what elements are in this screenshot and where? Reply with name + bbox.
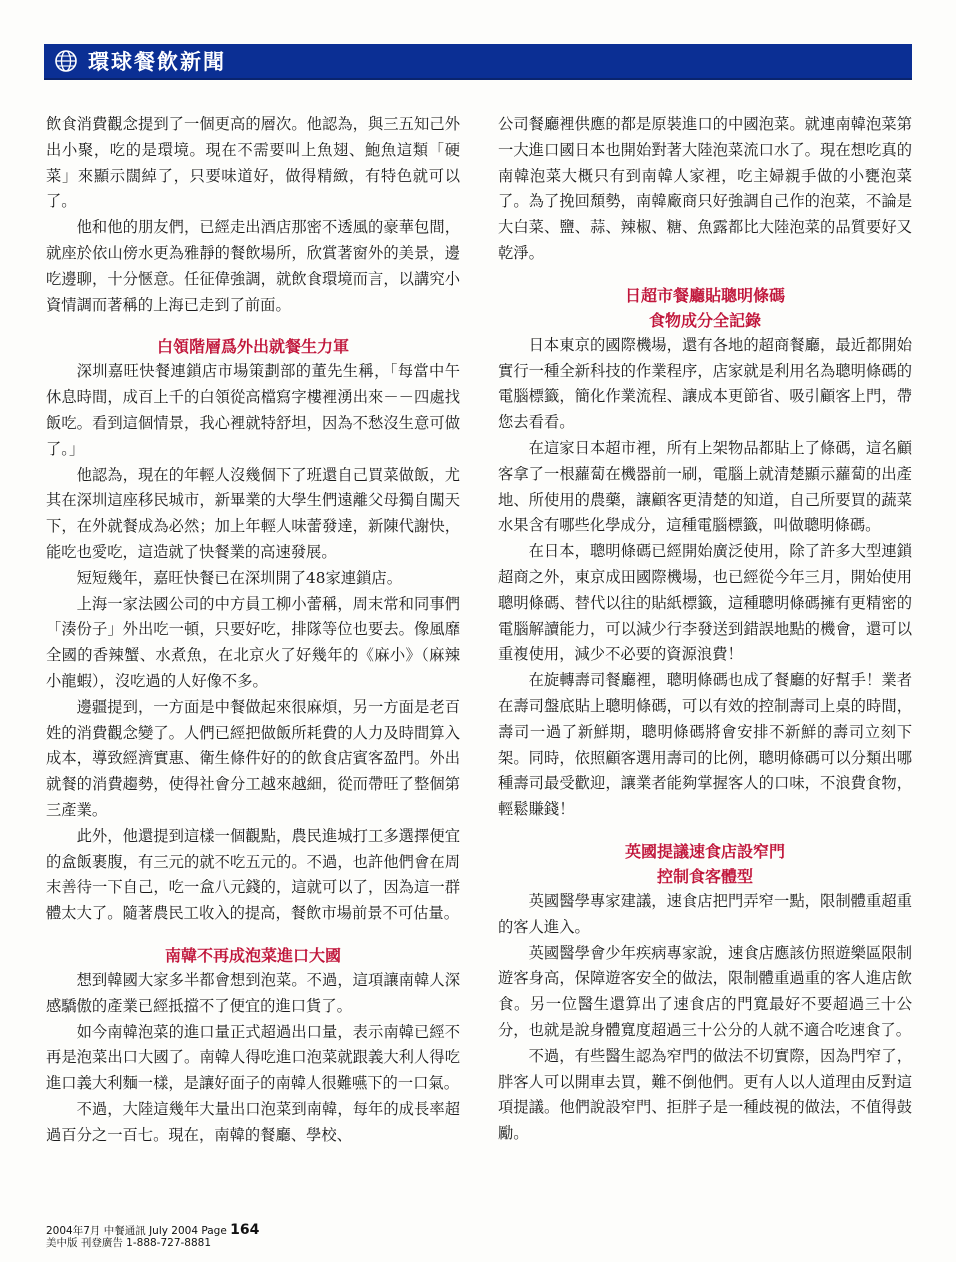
paragraph: 他認為，現在的年輕人沒幾個下了班還自己買菜做飯，尤其在深圳這座移民城市，新畢業的大學生們遠離父母獨自闖天下，在外就餐成為必然；加上年輕人味蕾發達，新陳代謝快，能吃也愛吃，這造就了快餐業的高速發展。 (46, 465, 460, 561)
paragraph: 邊疆提到，一方面是中餐做起來很麻煩，另一方面是老百姓的消費觀念變了。人們已經把做飯所耗費的人力及時間算入成本，導致經濟實惠、衛生條件好的的飲食店賓客盈門。外出就餐的消費趨勢，使得社會分工越來越細，從而帶旺了整個第三產業。 (46, 697, 460, 819)
article-heading: 南韓不再成泡菜進口大國 (164, 945, 341, 965)
article-heading: 食物成分全記錄 (648, 310, 761, 330)
paragraph: 日本東京的國際機場，還有各地的超商餐廳，最近都開始實行一種全新科技的作業程序，店家就是利用名為聰明條碼的電腦標籤，簡化作業流程、讓成本更節省、吸引顧客上門，帶您去看看。 (498, 335, 912, 432)
section-header (44, 44, 912, 80)
left-column (46, 112, 460, 1148)
paragraph: 英國醫學專家建議，速食店把門弄窄一點，限制體重超重的客人進入。 (498, 891, 912, 936)
ad-contact: 美中版 刊登廣告 1-888-727-8881 (46, 1237, 212, 1249)
paragraph: 在日本，聰明條碼已經開始廣泛使用，除了許多大型連鎖超商之外，東京成田國際機場，也已經從今年三月，開始使用聰明條碼、替代以往的貼紙標籤，這種聰明條碼擁有更精密的電腦解讀能力，可以減少行李發送到錯誤地點的機會，還可以重複使用，減少不必要的資源浪費！ (498, 542, 912, 664)
paragraph: 不過，大陸這幾年大量出口泡菜到南韓，每年的成長率超過百分之一百七。現在，南韓的餐廳、學校、 (46, 1099, 460, 1144)
paragraph: 在這家日本超市裡，所有上架物品都貼上了條碼，這名顧客拿了一根蘿蔔在機器前一刷，電腦上就清楚顯示蘿蔔的出產地、所使用的農藥，讓顧客更清楚的知道，自己所要買的蔬菜水果含有哪些化學成分，這種電腦標籤，叫做聰明條碼。 (498, 438, 912, 535)
issue-info: 2004年7月 中餐通訊 July 2004 (46, 1225, 199, 1237)
article-heading: 英國提議速食店設窄門 (624, 841, 785, 861)
paragraph: 公司餐廳裡供應的都是原裝進口的中國泡菜。就連南韓泡菜第一大進口國日本也開始對著大陸泡菜流口水了。現在想吃真的南韓泡菜大概只有到南韓人家裡，吃主婦親手做的小甕泡菜了。為了挽回頹勢，南韓廠商只好強調自己作的泡菜，不論是大白菜、鹽、蒜、辣椒、糖、魚露都比大陸泡菜的品質要好又乾淨。 (498, 115, 912, 262)
paragraph: 上海一家法國公司的中方員工柳小蕾稱，周末常和同事們「湊份子」外出吃一頓，只要好吃，排隊等位也要去。像風靡全國的香辣蟹、水煮魚，在北京火了好幾年的《麻小》（麻辣小龍蝦），沒吃過的人好像不多。 (46, 594, 460, 690)
paragraph: 如今南韓泡菜的進口量正式超過出口量，表示南韓已經不再是泡菜出口大國了。南韓人得吃進口泡菜就跟義大利人得吃進口義大利麵一樣，是讓好面子的南韓人很難嚥下的一口氣。 (46, 1022, 460, 1093)
paragraph: 不過，有些醫生認為窄門的做法不切實際，因為門窄了，胖客人可以開車去買，難不倒他們。更有人以人道理由反對這項提議。他們說設窄門、拒胖子是一種歧視的做法，不值得鼓勵。 (498, 1046, 912, 1143)
page-label: Page (201, 1225, 227, 1237)
paragraph: 想到韓國大家多半都會想到泡菜。不過，這項讓南韓人深感驕傲的產業已經抵擋不了便宜的進口貨了。 (46, 970, 460, 1015)
paragraph: 飲食消費觀念提到了一個更高的層次。他認為，與三五知己外出小聚，吃的是環境。現在不需要叫上魚翅、鮑魚這類「硬菜」來顯示闊綽了，只要味道好，做得精緻，有特色就可以了。 (46, 115, 460, 211)
article-heading: 日超市餐廳貼聰明條碼 (624, 285, 785, 305)
paragraph: 此外，他還提到這樣一個觀點，農民進城打工多選擇便宜的盒飯裹腹，有三元的就不吃五元的。不過，也許他們會在周末善待一下自己，吃一盒八元錢的，這就可以了，因為這一群體太大了。隨著農民工收入的提高，餐飲市場前景不可估量。 (46, 826, 460, 923)
article-heading: 白領階層爲外出就餐生力軍 (156, 337, 349, 357)
paragraph: 在旋轉壽司餐廳裡，聰明條碼也成了餐廳的好幫手！業者在壽司盤底貼上聰明條碼，可以有效的控制壽司上桌的時間，壽司一過了新鮮期，聰明條碼將會安排不新鮮的壽司立刻下架。同時，依照顧客選用壽司的比例，聰明條碼可以分類出哪種壽司最受歡迎，讓業者能夠掌握客人的口味，不浪費食物，輕鬆賺錢！ (498, 671, 912, 819)
paragraph: 英國醫學會少年疾病專家說，速食店應該仿照遊樂區限制遊客身高，保障遊客安全的做法，限制體重過重的客人進店飲食。另一位醫生還算出了速食店的門寬最好不要超過三十公分，也就是說身體寬度超過三十公分的人就不適合吃速食了。 (498, 943, 912, 1039)
paragraph: 他和他的朋友們，已經走出酒店那密不透風的豪華包間，就座於依山傍水更為雅靜的餐飲場所，欣賞著窗外的美景，邊吃邊聊，十分愜意。任征偉強調，就飲食環境而言，以講究小資情調而著稱的上海已走到了前面。 (46, 218, 460, 314)
page-footer (46, 1224, 259, 1249)
article-heading: 控制食客體型 (656, 866, 753, 886)
page-number: 164 (230, 1222, 260, 1238)
right-column (498, 112, 912, 1147)
globe-icon (54, 49, 78, 73)
paragraph: 深圳嘉旺快餐連鎖店市場策劃部的董先生稱，「每當中午休息時間，成百上千的白領從高檔寫字樓裡湧出來－－四處找飯吃。看到這個情景，我心裡就特舒坦，因為不愁沒生意可做了。」 (46, 362, 460, 458)
paragraph: 短短幾年，嘉旺快餐已在深圳開了48家連鎖店。 (76, 568, 402, 587)
section-title: 環球餐飲新聞 (88, 50, 226, 74)
